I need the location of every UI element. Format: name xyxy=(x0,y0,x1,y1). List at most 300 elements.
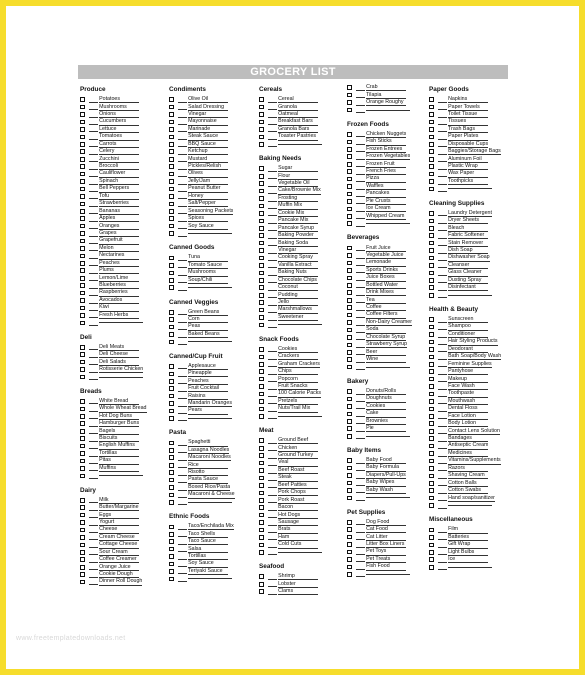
item-checkbox[interactable] xyxy=(429,503,434,508)
item-checkbox[interactable] xyxy=(80,283,85,288)
item-checkbox[interactable] xyxy=(347,496,352,501)
item-checkbox[interactable] xyxy=(429,179,434,184)
item-checkbox[interactable] xyxy=(259,204,264,209)
item-checkbox[interactable] xyxy=(259,166,264,171)
quantity-line[interactable] xyxy=(268,218,277,224)
item-checkbox[interactable] xyxy=(80,127,85,132)
item-checkbox[interactable] xyxy=(169,485,174,490)
quantity-line[interactable] xyxy=(89,436,98,442)
quantity-line[interactable] xyxy=(438,270,447,276)
quantity-line[interactable] xyxy=(438,179,447,185)
item-checkbox[interactable] xyxy=(259,256,264,261)
quantity-line[interactable] xyxy=(178,440,187,446)
item-checkbox[interactable] xyxy=(347,305,352,310)
item-checkbox[interactable] xyxy=(259,505,264,510)
item-checkbox[interactable] xyxy=(347,85,352,90)
quantity-line[interactable] xyxy=(268,534,277,540)
item-checkbox[interactable] xyxy=(80,565,85,570)
item-checkbox[interactable] xyxy=(169,539,174,544)
quantity-line[interactable] xyxy=(89,512,98,518)
quantity-line[interactable] xyxy=(89,534,98,540)
item-checkbox[interactable] xyxy=(429,135,434,140)
quantity-line[interactable] xyxy=(178,186,187,192)
quantity-line[interactable] xyxy=(268,203,277,209)
item-checkbox[interactable] xyxy=(259,498,264,503)
quantity-line[interactable] xyxy=(438,376,447,382)
item-checkbox[interactable] xyxy=(429,421,434,426)
item-checkbox[interactable] xyxy=(347,434,352,439)
item-checkbox[interactable] xyxy=(80,459,85,464)
quantity-line[interactable] xyxy=(356,364,365,370)
item-checkbox[interactable] xyxy=(347,389,352,394)
quantity-line[interactable] xyxy=(268,438,277,444)
quantity-line[interactable] xyxy=(356,473,365,479)
item-checkbox[interactable] xyxy=(347,412,352,417)
quantity-line[interactable] xyxy=(438,527,447,533)
quantity-line[interactable] xyxy=(356,349,365,355)
item-checkbox[interactable] xyxy=(429,172,434,177)
item-checkbox[interactable] xyxy=(347,320,352,325)
quantity-line[interactable] xyxy=(438,473,447,479)
item-checkbox[interactable] xyxy=(80,375,85,380)
quantity-line[interactable] xyxy=(178,149,187,155)
quantity-line[interactable] xyxy=(268,445,277,451)
quantity-line[interactable] xyxy=(438,406,447,412)
quantity-line[interactable] xyxy=(89,119,98,125)
item-checkbox[interactable] xyxy=(429,105,434,110)
quantity-line[interactable] xyxy=(268,255,277,261)
quantity-line[interactable] xyxy=(89,505,98,511)
quantity-line[interactable] xyxy=(438,186,447,192)
item-checkbox[interactable] xyxy=(169,409,174,414)
quantity-line[interactable] xyxy=(438,141,447,147)
quantity-line[interactable] xyxy=(268,354,277,360)
item-checkbox[interactable] xyxy=(80,543,85,548)
quantity-line[interactable] xyxy=(178,317,187,323)
item-checkbox[interactable] xyxy=(347,214,352,219)
item-checkbox[interactable] xyxy=(80,268,85,273)
quantity-line[interactable] xyxy=(356,458,365,464)
item-checkbox[interactable] xyxy=(429,233,434,238)
item-checkbox[interactable] xyxy=(80,313,85,318)
item-checkbox[interactable] xyxy=(429,332,434,337)
quantity-line[interactable] xyxy=(438,104,447,110)
item-checkbox[interactable] xyxy=(80,261,85,266)
quantity-line[interactable] xyxy=(438,126,447,132)
quantity-line[interactable] xyxy=(268,346,277,352)
item-checkbox[interactable] xyxy=(429,219,434,224)
quantity-line[interactable] xyxy=(178,201,187,207)
item-checkbox[interactable] xyxy=(347,268,352,273)
quantity-line[interactable] xyxy=(438,361,447,367)
quantity-line[interactable] xyxy=(268,225,277,231)
item-checkbox[interactable] xyxy=(259,263,264,268)
item-checkbox[interactable] xyxy=(347,458,352,463)
quantity-line[interactable] xyxy=(178,262,187,268)
quantity-line[interactable] xyxy=(178,97,187,103)
item-checkbox[interactable] xyxy=(347,343,352,348)
item-checkbox[interactable] xyxy=(429,414,434,419)
item-checkbox[interactable] xyxy=(80,194,85,199)
quantity-line[interactable] xyxy=(268,505,277,511)
item-checkbox[interactable] xyxy=(429,340,434,345)
quantity-line[interactable] xyxy=(178,134,187,140)
quantity-line[interactable] xyxy=(89,557,98,563)
item-checkbox[interactable] xyxy=(80,97,85,102)
quantity-line[interactable] xyxy=(178,470,187,476)
item-checkbox[interactable] xyxy=(169,562,174,567)
quantity-line[interactable] xyxy=(89,428,98,434)
quantity-line[interactable] xyxy=(438,233,447,239)
item-checkbox[interactable] xyxy=(169,372,174,377)
quantity-line[interactable] xyxy=(178,216,187,222)
item-checkbox[interactable] xyxy=(347,184,352,189)
quantity-line[interactable] xyxy=(89,406,98,412)
quantity-line[interactable] xyxy=(89,352,98,358)
item-checkbox[interactable] xyxy=(80,254,85,259)
item-checkbox[interactable] xyxy=(429,285,434,290)
quantity-line[interactable] xyxy=(89,374,98,380)
item-checkbox[interactable] xyxy=(429,187,434,192)
quantity-line[interactable] xyxy=(178,171,187,177)
quantity-line[interactable] xyxy=(89,238,98,244)
item-checkbox[interactable] xyxy=(429,263,434,268)
quantity-line[interactable] xyxy=(438,324,447,330)
quantity-line[interactable] xyxy=(178,524,187,530)
quantity-line[interactable] xyxy=(438,534,447,540)
item-checkbox[interactable] xyxy=(259,135,264,140)
item-checkbox[interactable] xyxy=(80,231,85,236)
quantity-line[interactable] xyxy=(438,149,447,155)
item-checkbox[interactable] xyxy=(259,550,264,555)
item-checkbox[interactable] xyxy=(80,105,85,110)
quantity-line[interactable] xyxy=(438,317,447,323)
item-checkbox[interactable] xyxy=(80,246,85,251)
quantity-line[interactable] xyxy=(438,164,447,170)
item-checkbox[interactable] xyxy=(347,207,352,212)
quantity-line[interactable] xyxy=(178,447,187,453)
item-checkbox[interactable] xyxy=(169,577,174,582)
item-checkbox[interactable] xyxy=(80,142,85,147)
quantity-line[interactable] xyxy=(178,255,187,261)
quantity-line[interactable] xyxy=(178,531,187,537)
quantity-line[interactable] xyxy=(89,201,98,207)
quantity-line[interactable] xyxy=(438,443,447,449)
item-checkbox[interactable] xyxy=(169,493,174,498)
quantity-line[interactable] xyxy=(438,218,447,224)
quantity-line[interactable] xyxy=(178,462,187,468)
item-checkbox[interactable] xyxy=(80,407,85,412)
quantity-line[interactable] xyxy=(356,556,365,562)
item-checkbox[interactable] xyxy=(169,401,174,406)
quantity-line[interactable] xyxy=(268,233,277,239)
quantity-line[interactable] xyxy=(178,141,187,147)
quantity-line[interactable] xyxy=(178,561,187,567)
item-checkbox[interactable] xyxy=(429,293,434,298)
quantity-line[interactable] xyxy=(89,497,98,503)
quantity-line[interactable] xyxy=(268,376,277,382)
item-checkbox[interactable] xyxy=(259,453,264,458)
item-checkbox[interactable] xyxy=(429,157,434,162)
quantity-line[interactable] xyxy=(356,312,365,318)
item-checkbox[interactable] xyxy=(169,224,174,229)
quantity-line[interactable] xyxy=(438,384,447,390)
item-checkbox[interactable] xyxy=(169,394,174,399)
quantity-line[interactable] xyxy=(356,146,365,152)
item-checkbox[interactable] xyxy=(169,569,174,574)
quantity-line[interactable] xyxy=(268,490,277,496)
quantity-line[interactable] xyxy=(356,327,365,333)
item-checkbox[interactable] xyxy=(259,278,264,283)
quantity-line[interactable] xyxy=(438,413,447,419)
item-checkbox[interactable] xyxy=(80,466,85,471)
quantity-line[interactable] xyxy=(89,231,98,237)
item-checkbox[interactable] xyxy=(259,384,264,389)
quantity-line[interactable] xyxy=(268,277,277,283)
quantity-line[interactable] xyxy=(178,223,187,229)
item-checkbox[interactable] xyxy=(80,291,85,296)
quantity-line[interactable] xyxy=(268,104,277,110)
quantity-line[interactable] xyxy=(438,134,447,140)
quantity-line[interactable] xyxy=(356,418,365,424)
item-checkbox[interactable] xyxy=(429,488,434,493)
quantity-line[interactable] xyxy=(178,179,187,185)
quantity-line[interactable] xyxy=(356,519,365,525)
quantity-line[interactable] xyxy=(89,572,98,578)
item-checkbox[interactable] xyxy=(259,574,264,579)
item-checkbox[interactable] xyxy=(259,582,264,587)
quantity-line[interactable] xyxy=(356,549,365,555)
quantity-line[interactable] xyxy=(89,564,98,570)
item-checkbox[interactable] xyxy=(347,108,352,113)
item-checkbox[interactable] xyxy=(80,535,85,540)
item-checkbox[interactable] xyxy=(169,455,174,460)
quantity-line[interactable] xyxy=(438,458,447,464)
quantity-line[interactable] xyxy=(178,371,187,377)
quantity-line[interactable] xyxy=(268,270,277,276)
quantity-line[interactable] xyxy=(89,283,98,289)
quantity-line[interactable] xyxy=(178,156,187,162)
item-checkbox[interactable] xyxy=(169,340,174,345)
quantity-line[interactable] xyxy=(268,527,277,533)
quantity-line[interactable] xyxy=(89,186,98,192)
item-checkbox[interactable] xyxy=(80,224,85,229)
item-checkbox[interactable] xyxy=(259,196,264,201)
item-checkbox[interactable] xyxy=(169,179,174,184)
quantity-line[interactable] xyxy=(268,166,277,172)
quantity-line[interactable] xyxy=(89,443,98,449)
item-checkbox[interactable] xyxy=(347,357,352,362)
quantity-line[interactable] xyxy=(438,285,447,291)
quantity-line[interactable] xyxy=(89,458,98,464)
quantity-line[interactable] xyxy=(438,292,447,298)
quantity-line[interactable] xyxy=(178,285,187,291)
item-checkbox[interactable] xyxy=(259,399,264,404)
quantity-line[interactable] xyxy=(356,169,365,175)
quantity-line[interactable] xyxy=(438,391,447,397)
item-checkbox[interactable] xyxy=(80,321,85,326)
quantity-line[interactable] xyxy=(356,206,365,212)
item-checkbox[interactable] xyxy=(80,306,85,311)
quantity-line[interactable] xyxy=(356,357,365,363)
quantity-line[interactable] xyxy=(89,344,98,350)
item-checkbox[interactable] xyxy=(169,231,174,236)
quantity-line[interactable] xyxy=(356,92,365,98)
quantity-line[interactable] xyxy=(356,403,365,409)
quantity-line[interactable] xyxy=(89,359,98,365)
quantity-line[interactable] xyxy=(268,384,277,390)
quantity-line[interactable] xyxy=(438,488,447,494)
item-checkbox[interactable] xyxy=(347,365,352,370)
item-checkbox[interactable] xyxy=(429,436,434,441)
item-checkbox[interactable] xyxy=(259,112,264,117)
item-checkbox[interactable] xyxy=(80,112,85,117)
quantity-line[interactable] xyxy=(268,315,277,321)
quantity-line[interactable] xyxy=(268,406,277,412)
item-checkbox[interactable] xyxy=(169,120,174,125)
item-checkbox[interactable] xyxy=(429,112,434,117)
item-checkbox[interactable] xyxy=(259,271,264,276)
quantity-line[interactable] xyxy=(178,339,187,345)
item-checkbox[interactable] xyxy=(429,429,434,434)
quantity-line[interactable] xyxy=(438,354,447,360)
item-checkbox[interactable] xyxy=(259,355,264,360)
item-checkbox[interactable] xyxy=(347,276,352,281)
quantity-line[interactable] xyxy=(178,477,187,483)
item-checkbox[interactable] xyxy=(259,535,264,540)
quantity-line[interactable] xyxy=(356,487,365,493)
quantity-line[interactable] xyxy=(89,549,98,555)
quantity-line[interactable] xyxy=(178,492,187,498)
quantity-line[interactable] xyxy=(356,213,365,219)
item-checkbox[interactable] xyxy=(259,543,264,548)
item-checkbox[interactable] xyxy=(347,147,352,152)
item-checkbox[interactable] xyxy=(80,399,85,404)
item-checkbox[interactable] xyxy=(80,360,85,365)
item-checkbox[interactable] xyxy=(259,308,264,313)
item-checkbox[interactable] xyxy=(259,219,264,224)
quantity-line[interactable] xyxy=(438,564,447,570)
quantity-line[interactable] xyxy=(438,451,447,457)
quantity-line[interactable] xyxy=(356,267,365,273)
quantity-line[interactable] xyxy=(438,398,447,404)
quantity-line[interactable] xyxy=(438,240,447,246)
quantity-line[interactable] xyxy=(356,411,365,417)
item-checkbox[interactable] xyxy=(429,347,434,352)
item-checkbox[interactable] xyxy=(80,421,85,426)
quantity-line[interactable] xyxy=(89,527,98,533)
item-checkbox[interactable] xyxy=(429,226,434,231)
item-checkbox[interactable] xyxy=(259,300,264,305)
quantity-line[interactable] xyxy=(89,97,98,103)
item-checkbox[interactable] xyxy=(169,332,174,337)
item-checkbox[interactable] xyxy=(169,263,174,268)
item-checkbox[interactable] xyxy=(429,120,434,125)
quantity-line[interactable] xyxy=(178,231,187,237)
quantity-line[interactable] xyxy=(356,389,365,395)
quantity-line[interactable] xyxy=(356,534,365,540)
item-checkbox[interactable] xyxy=(80,474,85,479)
quantity-line[interactable] xyxy=(178,546,187,552)
quantity-line[interactable] xyxy=(356,176,365,182)
item-checkbox[interactable] xyxy=(429,496,434,501)
quantity-line[interactable] xyxy=(268,300,277,306)
item-checkbox[interactable] xyxy=(347,132,352,137)
item-checkbox[interactable] xyxy=(259,589,264,594)
item-checkbox[interactable] xyxy=(80,498,85,503)
quantity-line[interactable] xyxy=(178,309,187,315)
quantity-line[interactable] xyxy=(356,139,365,145)
item-checkbox[interactable] xyxy=(347,565,352,570)
quantity-line[interactable] xyxy=(438,112,447,118)
quantity-line[interactable] xyxy=(438,277,447,283)
item-checkbox[interactable] xyxy=(429,355,434,360)
quantity-line[interactable] xyxy=(356,495,365,501)
item-checkbox[interactable] xyxy=(169,278,174,283)
item-checkbox[interactable] xyxy=(259,127,264,132)
item-checkbox[interactable] xyxy=(347,535,352,540)
item-checkbox[interactable] xyxy=(80,352,85,357)
quantity-line[interactable] xyxy=(89,305,98,311)
item-checkbox[interactable] xyxy=(80,157,85,162)
item-checkbox[interactable] xyxy=(80,451,85,456)
item-checkbox[interactable] xyxy=(169,448,174,453)
item-checkbox[interactable] xyxy=(259,446,264,451)
item-checkbox[interactable] xyxy=(347,481,352,486)
quantity-line[interactable] xyxy=(89,216,98,222)
quantity-line[interactable] xyxy=(356,433,365,439)
item-checkbox[interactable] xyxy=(429,369,434,374)
item-checkbox[interactable] xyxy=(259,520,264,525)
item-checkbox[interactable] xyxy=(259,461,264,466)
item-checkbox[interactable] xyxy=(259,315,264,320)
quantity-line[interactable] xyxy=(356,282,365,288)
item-checkbox[interactable] xyxy=(347,313,352,318)
item-checkbox[interactable] xyxy=(169,216,174,221)
quantity-line[interactable] xyxy=(268,141,277,147)
item-checkbox[interactable] xyxy=(347,290,352,295)
item-checkbox[interactable] xyxy=(169,194,174,199)
quantity-line[interactable] xyxy=(438,97,447,103)
quantity-line[interactable] xyxy=(356,260,365,266)
item-checkbox[interactable] xyxy=(259,476,264,481)
item-checkbox[interactable] xyxy=(80,179,85,184)
quantity-line[interactable] xyxy=(268,112,277,118)
item-checkbox[interactable] xyxy=(429,557,434,562)
item-checkbox[interactable] xyxy=(169,317,174,322)
item-checkbox[interactable] xyxy=(347,466,352,471)
quantity-line[interactable] xyxy=(268,453,277,459)
quantity-line[interactable] xyxy=(356,396,365,402)
item-checkbox[interactable] xyxy=(169,379,174,384)
item-checkbox[interactable] xyxy=(259,293,264,298)
item-checkbox[interactable] xyxy=(347,298,352,303)
quantity-line[interactable] xyxy=(356,161,365,167)
quantity-line[interactable] xyxy=(178,408,187,414)
quantity-line[interactable] xyxy=(268,475,277,481)
item-checkbox[interactable] xyxy=(169,547,174,552)
item-checkbox[interactable] xyxy=(259,491,264,496)
quantity-line[interactable] xyxy=(89,245,98,251)
quantity-line[interactable] xyxy=(89,298,98,304)
item-checkbox[interactable] xyxy=(347,335,352,340)
quantity-line[interactable] xyxy=(268,181,277,187)
item-checkbox[interactable] xyxy=(80,513,85,518)
quantity-line[interactable] xyxy=(356,480,365,486)
item-checkbox[interactable] xyxy=(259,392,264,397)
quantity-line[interactable] xyxy=(438,436,447,442)
item-checkbox[interactable] xyxy=(169,310,174,315)
